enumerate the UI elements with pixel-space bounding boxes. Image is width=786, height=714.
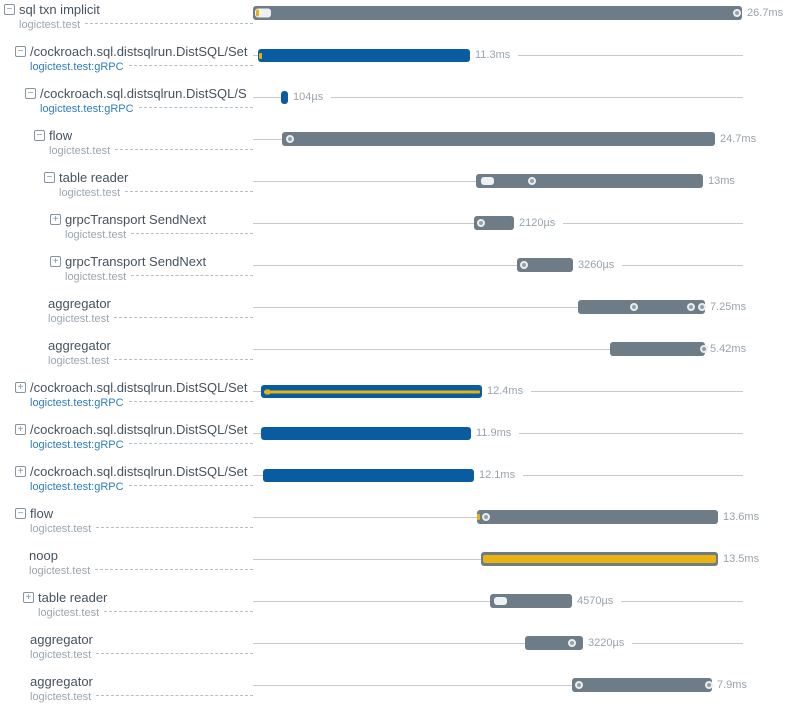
dot-marker xyxy=(687,303,695,311)
expand-icon[interactable]: + xyxy=(15,382,26,393)
dot-marker xyxy=(568,639,576,647)
dot-marker xyxy=(705,681,713,689)
span-timeline xyxy=(253,42,786,84)
span-label-block xyxy=(0,548,253,577)
span-label-line xyxy=(0,548,253,563)
span-bar[interactable] xyxy=(261,427,471,440)
trace-span-row[interactable] xyxy=(0,504,786,546)
span-sub-line xyxy=(0,354,253,367)
span-label-block xyxy=(0,254,253,283)
span-service: logictest.test xyxy=(65,270,127,283)
span-after xyxy=(578,259,743,271)
span-label-block xyxy=(0,170,253,199)
pill-marker xyxy=(481,177,494,185)
span-name: /cockroach.sql.distsqlrun.DistSQL/Set xyxy=(30,422,248,437)
span-sub-line xyxy=(0,228,253,241)
span-name: table reader xyxy=(38,590,108,605)
span-sub-line xyxy=(0,480,253,493)
span-label-line xyxy=(0,128,253,143)
collapse-icon[interactable]: − xyxy=(15,508,26,519)
trace-span-row[interactable] xyxy=(0,336,786,378)
timeline-line xyxy=(253,307,578,308)
trace-span-row[interactable] xyxy=(0,84,786,126)
dashed-connector xyxy=(96,653,253,654)
trace-span-row[interactable] xyxy=(0,0,786,42)
span-bar[interactable] xyxy=(281,91,288,104)
span-sub-line xyxy=(0,186,253,199)
span-timeline xyxy=(253,672,786,714)
collapse-icon[interactable]: − xyxy=(25,88,36,99)
span-bar[interactable] xyxy=(572,678,712,692)
dot-marker xyxy=(698,303,706,311)
span-label-block xyxy=(0,674,253,703)
timeline-line xyxy=(253,685,572,686)
span-service: logictest.test xyxy=(30,522,92,535)
span-timeline xyxy=(253,504,786,546)
span-label-block xyxy=(0,2,253,31)
timeline-line xyxy=(253,601,490,602)
span-label-line xyxy=(0,170,253,185)
trace-span-row[interactable] xyxy=(0,378,786,420)
span-after xyxy=(475,49,743,61)
dashed-connector xyxy=(129,443,253,444)
span-after xyxy=(723,553,759,565)
dashed-connector xyxy=(114,359,253,360)
span-label-line xyxy=(0,212,253,227)
span-after xyxy=(577,595,743,607)
span-timeline xyxy=(253,84,786,126)
timeline-line xyxy=(253,433,261,434)
span-after xyxy=(747,7,783,19)
trace-span-row[interactable] xyxy=(0,672,786,714)
span-label-block xyxy=(0,506,253,535)
span-timeline xyxy=(253,588,786,630)
timeline-line xyxy=(253,349,610,350)
dashed-connector xyxy=(131,233,253,234)
span-sub-line xyxy=(0,606,253,619)
span-duration: 7.25ms xyxy=(710,301,747,313)
trace-span-row[interactable] xyxy=(0,462,786,504)
span-after xyxy=(708,175,735,187)
span-after xyxy=(588,637,743,649)
span-service: logictest.test xyxy=(38,606,100,619)
trace-span-row[interactable] xyxy=(0,420,786,462)
span-timeline xyxy=(253,462,786,504)
timeline-line xyxy=(331,97,743,98)
trace-span-row[interactable] xyxy=(0,42,786,84)
dot-marker xyxy=(700,345,708,353)
span-label-block xyxy=(0,422,253,451)
span-bar[interactable] xyxy=(263,469,474,482)
span-duration: 13.5ms xyxy=(723,553,760,565)
span-service: logictest.test xyxy=(30,690,92,703)
span-duration: 13ms xyxy=(708,175,735,187)
timeline-line xyxy=(519,433,743,434)
span-label-line xyxy=(0,2,253,17)
span-bar[interactable] xyxy=(490,594,572,608)
span-label-block xyxy=(0,338,253,367)
dashed-connector xyxy=(115,149,253,150)
span-timeline xyxy=(253,420,786,462)
span-name: /cockroach.sql.distsqlrun.DistSQL/Set xyxy=(30,44,248,59)
span-service: logictest.test:gRPC xyxy=(30,396,124,409)
span-label-line xyxy=(0,380,253,395)
span-name: flow xyxy=(49,128,73,143)
span-timeline xyxy=(253,126,786,168)
span-sub-line xyxy=(0,690,253,703)
span-service: logictest.test:gRPC xyxy=(30,438,124,451)
timeline-line xyxy=(253,97,281,98)
trace-span-row[interactable] xyxy=(0,588,786,630)
dashed-connector xyxy=(139,107,253,108)
span-name: aggregator xyxy=(48,296,111,311)
timeline-line xyxy=(563,223,743,224)
span-name: /cockroach.sql.distsqlrun.DistSQL/Set xyxy=(30,464,248,479)
span-sub-line xyxy=(0,396,253,409)
timeline-line xyxy=(253,475,263,476)
dashed-connector xyxy=(104,611,253,612)
span-duration: 5.42ms xyxy=(710,343,747,355)
span-sub-line xyxy=(0,270,253,283)
span-bar[interactable] xyxy=(477,510,718,524)
timeline-line xyxy=(621,601,743,602)
dashed-connector xyxy=(129,65,253,66)
span-name: table reader xyxy=(59,170,129,185)
trace-span-row[interactable] xyxy=(0,126,786,168)
span-service: logictest.test xyxy=(59,186,121,199)
dashed-connector xyxy=(95,569,253,570)
span-after xyxy=(723,511,759,523)
span-timeline xyxy=(253,252,786,294)
dot-marker xyxy=(733,9,741,17)
dot-marker xyxy=(520,261,528,269)
span-bar[interactable] xyxy=(517,258,573,272)
timeline-line xyxy=(622,265,743,266)
span-after xyxy=(720,133,756,145)
span-timeline xyxy=(253,630,786,672)
span-duration: 104µs xyxy=(293,91,324,103)
dot-marker xyxy=(477,219,485,227)
span-bar[interactable] xyxy=(578,300,705,314)
span-label-line xyxy=(0,506,253,521)
span-service: logictest.test xyxy=(48,312,110,325)
trace-span-row[interactable] xyxy=(0,630,786,672)
span-service: logictest.test xyxy=(19,18,81,31)
span-label-block xyxy=(0,44,253,73)
span-duration: 11.9ms xyxy=(476,427,512,439)
span-after xyxy=(710,343,746,355)
span-label-block xyxy=(0,86,253,115)
span-name: sql txn implicit xyxy=(19,2,100,17)
span-duration: 4570µs xyxy=(577,595,614,607)
dashed-connector xyxy=(129,401,253,402)
expand-icon[interactable]: + xyxy=(15,466,26,477)
span-label-block xyxy=(0,128,253,157)
timeline-line xyxy=(632,643,743,644)
expand-icon[interactable]: + xyxy=(50,214,61,225)
timeline-line xyxy=(518,55,743,56)
expand-icon[interactable]: + xyxy=(50,256,61,267)
span-after xyxy=(479,469,743,481)
collapse-icon[interactable]: − xyxy=(44,172,55,183)
ytick-marker xyxy=(259,53,262,59)
span-timeline xyxy=(253,336,786,378)
span-name: aggregator xyxy=(48,338,111,353)
span-timeline xyxy=(253,294,786,336)
span-timeline xyxy=(253,0,786,42)
dashed-connector xyxy=(96,527,253,528)
span-timeline xyxy=(253,210,786,252)
span-sub-line xyxy=(0,522,253,535)
trace-span-row[interactable] xyxy=(0,210,786,252)
span-name: noop xyxy=(29,548,58,563)
span-duration: 7.9ms xyxy=(717,679,747,691)
ysquare-marker xyxy=(265,389,270,394)
dashed-connector xyxy=(131,275,253,276)
dot-marker xyxy=(575,681,583,689)
span-sub-line xyxy=(0,438,253,451)
span-after xyxy=(519,217,743,229)
trace-span-row[interactable] xyxy=(0,546,786,588)
span-label-line xyxy=(0,590,253,605)
span-sub-line xyxy=(0,648,253,661)
expand-icon[interactable]: + xyxy=(15,424,26,435)
span-label-line xyxy=(0,86,253,101)
span-label-block xyxy=(0,212,253,241)
span-label-line xyxy=(0,674,253,689)
span-duration: 12.1ms xyxy=(479,469,516,481)
span-label-block xyxy=(0,590,253,619)
span-bar[interactable] xyxy=(481,552,718,566)
pill-yellow-marker xyxy=(255,9,271,18)
span-sub-line xyxy=(0,102,253,115)
span-duration: 26.7ms xyxy=(747,7,784,19)
collapse-icon[interactable]: − xyxy=(4,4,15,15)
dashed-connector xyxy=(125,191,253,192)
span-service: logictest.test xyxy=(48,354,110,367)
span-duration: 3220µs xyxy=(588,637,625,649)
timeline-line xyxy=(531,391,743,392)
span-label-block xyxy=(0,380,253,409)
span-label-line xyxy=(0,44,253,59)
span-after xyxy=(293,91,743,103)
span-name: grpcTransport SendNext xyxy=(65,212,207,227)
span-label-line xyxy=(0,632,253,647)
span-label-block xyxy=(0,632,253,661)
span-sub-line xyxy=(0,60,253,73)
span-service: logictest.test:gRPC xyxy=(30,60,124,73)
dashed-connector xyxy=(96,695,253,696)
span-name: /cockroach.sql.distsqlrun.DistSQL/S xyxy=(40,86,247,101)
span-bar[interactable] xyxy=(261,385,482,398)
span-bar[interactable] xyxy=(476,174,703,188)
span-sub-line xyxy=(0,564,253,577)
dot-marker xyxy=(286,135,294,143)
span-name: aggregator xyxy=(30,632,93,647)
span-bar[interactable] xyxy=(253,6,742,20)
timeline-line xyxy=(253,223,474,224)
span-label-line xyxy=(0,254,253,269)
dashed-connector xyxy=(114,317,253,318)
span-sub-line xyxy=(0,312,253,325)
collapse-icon[interactable]: − xyxy=(34,130,45,141)
trace-span-row[interactable] xyxy=(0,168,786,210)
span-name: grpcTransport SendNext xyxy=(65,254,207,269)
span-label-line xyxy=(0,338,253,353)
timeline-line xyxy=(253,517,477,518)
span-service: logictest.test xyxy=(30,648,92,661)
span-name: flow xyxy=(30,506,54,521)
span-after xyxy=(476,427,743,439)
ytick-marker xyxy=(477,514,480,520)
span-bar[interactable] xyxy=(474,216,514,230)
span-duration: 13.6ms xyxy=(723,511,760,523)
span-label-line xyxy=(0,422,253,437)
span-label-block xyxy=(0,464,253,493)
span-timeline xyxy=(253,168,786,210)
dot-marker xyxy=(630,303,638,311)
span-label-line xyxy=(0,296,253,311)
span-timeline xyxy=(253,546,786,588)
span-duration: 2120µs xyxy=(519,217,556,229)
timeline-line xyxy=(523,475,743,476)
timeline-line xyxy=(253,181,476,182)
expand-icon[interactable]: + xyxy=(23,592,34,603)
pill-marker xyxy=(494,597,507,605)
dashed-connector xyxy=(129,485,253,486)
span-duration: 11.3ms xyxy=(475,49,511,61)
span-name: /cockroach.sql.distsqlrun.DistSQL/Set xyxy=(30,380,248,395)
span-service: logictest.test:gRPC xyxy=(30,480,124,493)
timeline-line xyxy=(253,391,261,392)
trace-span-row[interactable] xyxy=(0,294,786,336)
span-service: logictest.test xyxy=(49,144,111,157)
span-service: logictest.test xyxy=(29,564,91,577)
collapse-icon[interactable]: − xyxy=(15,46,26,57)
span-after xyxy=(717,679,747,691)
span-name: aggregator xyxy=(30,674,93,689)
trace-span-row[interactable] xyxy=(0,252,786,294)
span-bar[interactable] xyxy=(258,49,470,62)
dot-marker xyxy=(528,177,536,185)
timeline-line xyxy=(253,559,481,560)
dashed-connector xyxy=(85,23,253,24)
span-duration: 24.7ms xyxy=(720,133,757,145)
span-label-block xyxy=(0,296,253,325)
timeline-line xyxy=(253,139,282,140)
span-duration: 3260µs xyxy=(578,259,615,271)
span-label-line xyxy=(0,464,253,479)
span-bar[interactable] xyxy=(282,132,715,146)
span-bar[interactable] xyxy=(525,636,583,650)
span-sub-line xyxy=(0,18,253,31)
timeline-line xyxy=(253,643,525,644)
timeline-line xyxy=(253,265,517,266)
span-service: logictest.test xyxy=(65,228,127,241)
span-bar[interactable] xyxy=(610,342,705,356)
span-timeline xyxy=(253,378,786,420)
span-after xyxy=(710,301,746,313)
span-after xyxy=(487,385,743,397)
dot-marker xyxy=(482,513,490,521)
span-sub-line xyxy=(0,144,253,157)
span-duration: 12.4ms xyxy=(487,385,524,397)
span-service: logictest.test:gRPC xyxy=(40,102,134,115)
